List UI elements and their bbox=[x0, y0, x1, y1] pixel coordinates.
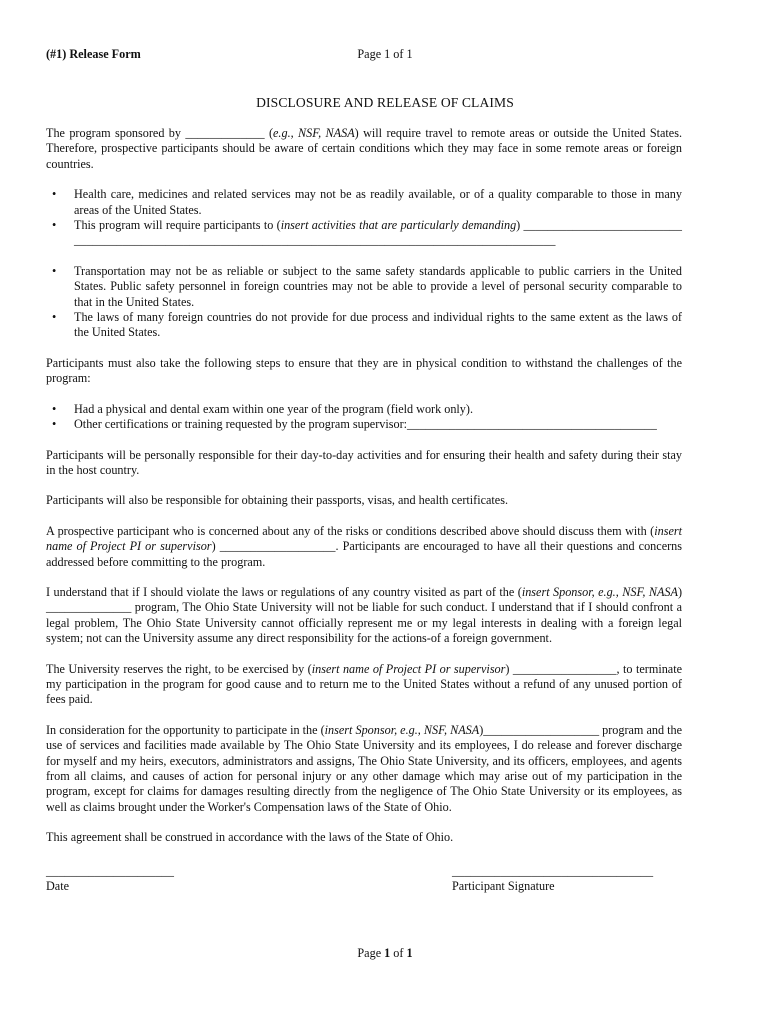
steps-list bbox=[46, 402, 682, 433]
list-item bbox=[46, 218, 682, 249]
participant-signature-line[interactable]: _________________________________ bbox=[452, 864, 654, 878]
participant-signature-label: Participant Signature bbox=[452, 879, 555, 894]
reserve-text-a: The University reserves the right, to be exercised by ( bbox=[46, 661, 312, 676]
intro-text-b: ) will require travel to remote areas or outside the United States. Therefore, prospective participants should be aware of certain conditions which they may face in some remote areas or foreign countries. bbox=[46, 126, 683, 171]
list-item bbox=[46, 264, 682, 310]
footer-page-current: 1 bbox=[384, 946, 391, 960]
consideration-text-italic: insert Sponsor, e.g., NSF, NASA bbox=[324, 722, 480, 737]
list-item bbox=[46, 417, 682, 432]
footer-page-word: Page bbox=[357, 946, 385, 960]
signature-row bbox=[46, 864, 682, 904]
step-text: Had a physical and dental exam within one year of the program (field work only). bbox=[74, 401, 474, 416]
conditions-list bbox=[46, 187, 682, 341]
laws-paragraph bbox=[46, 585, 682, 647]
condition-text: Transportation may not be as reliable or subject to the same safety standards applicable to public carriers in the United States. Public safety personnel in foreign countries may not be able to provide a level of personal security comparable to that in the United States. bbox=[74, 263, 682, 309]
consideration-paragraph bbox=[46, 723, 682, 815]
header-page-number: Page 1 of 1 bbox=[357, 47, 413, 61]
participant-signature-field[interactable] bbox=[452, 864, 653, 895]
construed-paragraph: This agreement shall be construed in accordance with the laws of the State of Ohio. bbox=[46, 830, 454, 845]
form-label: (#1) Release Form bbox=[46, 47, 141, 61]
concern-text-italic: insert name of Project PI or supervisor bbox=[46, 523, 682, 554]
date-label: Date bbox=[46, 879, 70, 894]
bullet-icon: • bbox=[52, 218, 57, 233]
bullet-icon: • bbox=[52, 310, 57, 325]
concern-text-b: ) ___________________. Participants are encouraged to have all their questions and concerns addressed before committing to the program. bbox=[46, 539, 682, 569]
responsibility-paragraph: Participants will be personally responsible for their day-to-day activities and for ensuring their health and safety during their stay in the host country. bbox=[46, 447, 682, 477]
date-line[interactable]: _____________________ bbox=[46, 864, 174, 878]
footer-of-word: of bbox=[390, 946, 407, 960]
bullet-icon: • bbox=[52, 417, 57, 432]
reserve-text-italic: insert name of Project PI or supervisor bbox=[311, 661, 506, 676]
consideration-text-a: In consideration for the opportunity to participate in the ( bbox=[46, 722, 325, 737]
steps-intro: Participants must also take the following steps to ensure that they are in physical condition to withstand the challenges of the program: bbox=[46, 355, 682, 386]
condition-text-italic: insert activities that are particularly demanding bbox=[280, 218, 517, 233]
condition-text: The laws of many foreign countries do not provide for due process and individual rights to the same extent as the laws of the United States. bbox=[74, 310, 682, 340]
concern-paragraph bbox=[46, 524, 682, 570]
list-item bbox=[46, 310, 682, 341]
date-field[interactable] bbox=[46, 864, 174, 895]
activities-blank: ) _________________________________________________________________________________________________________ bbox=[74, 218, 682, 248]
intro-text-italic: e.g., NSF, NASA bbox=[273, 126, 355, 140]
laws-text-italic: insert Sponsor, e.g., NSF, NASA bbox=[521, 584, 678, 599]
list-item bbox=[46, 402, 682, 417]
condition-text: Health care, medicines and related services may not be as readily available, or of a quality comparable to those in many areas of the United States. bbox=[74, 187, 682, 217]
consideration-text-b: )___________________ program and the use of services and facilities made available by The Ohio State University and its employees, I do release and forever discharge for myself and my heirs, executors, administrators and assigns, The Ohio State University, and its officers, employees, and agents from all claims, and causes of action for personal injury or any other damage which may arise out of my participation in the program, except for claims for damages resulting directly from the negligence of The Ohio State University or its employees, as well as claims brought under the Worker's Compensation laws of the State of Ohio. bbox=[46, 722, 682, 814]
bullet-icon: • bbox=[52, 263, 57, 278]
step-text: Other certifications or training requested by the program supervisor:_________________________________________ bbox=[74, 417, 657, 432]
passports-paragraph: Participants will also be responsible for obtaining their passports, visas, and health certificates. bbox=[46, 493, 508, 508]
reserve-paragraph bbox=[46, 662, 682, 708]
footer-page-number bbox=[0, 946, 770, 961]
intro-text-a: The program sponsored by _____________ ( bbox=[46, 126, 274, 140]
concern-text-a: A prospective participant who is concerned about any of the risks or conditions described above should discuss them with ( bbox=[46, 523, 655, 538]
document-body bbox=[46, 126, 682, 861]
list-item bbox=[46, 187, 682, 218]
bullet-icon: • bbox=[52, 401, 57, 416]
footer-page-total: 1 bbox=[406, 946, 413, 960]
bullet-icon: • bbox=[52, 187, 57, 202]
laws-text-b: ) ______________ program, The Ohio State University will not be liable for such conduct. I understand that if I should confront a legal problem, The Ohio State University cannot officially represent me or my legal interests in dealing with a foreign legal system; not can the University assume any direct responsibility for the actions-of a foreign government. bbox=[46, 584, 682, 646]
laws-text-a: I understand that if I should violate the laws or regulations of any country visited as part of the ( bbox=[46, 584, 522, 599]
intro-paragraph bbox=[46, 126, 682, 172]
condition-text-a: This program will require participants to ( bbox=[74, 218, 281, 233]
document-title: DISCLOSURE AND RELEASE OF CLAIMS bbox=[256, 95, 514, 110]
reserve-text-b: ) _________________, to terminate my participation in the program for good cause and to return me to the United States without a refund of any unused portion of fees paid. bbox=[46, 661, 683, 707]
